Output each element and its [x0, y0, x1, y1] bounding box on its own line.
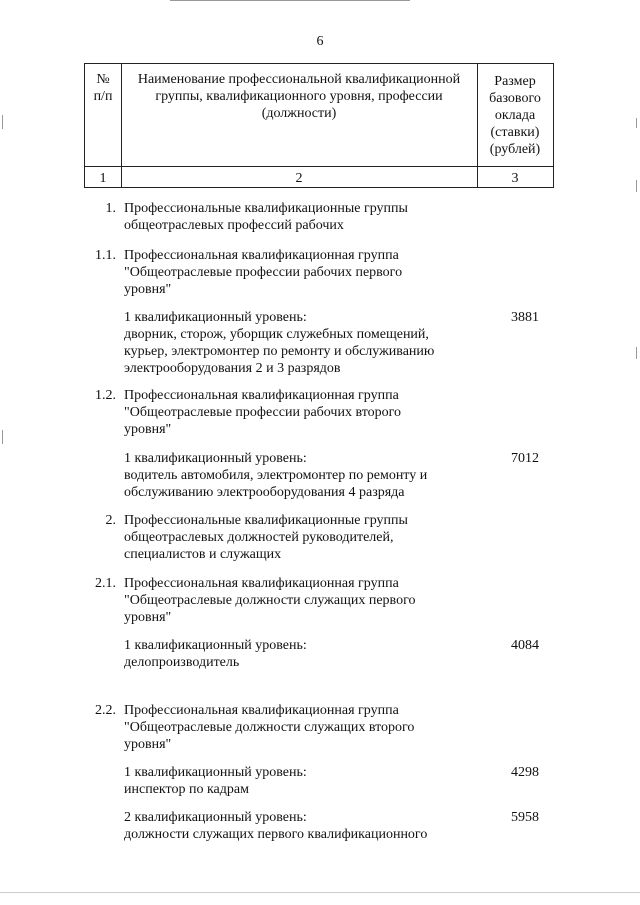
row-line: "Общеотраслевые профессии рабочих второго — [124, 405, 402, 420]
row-line: "Общеотраслевые должности служащих второго — [124, 720, 415, 735]
header-text: оклада — [494, 108, 536, 123]
row-line: уровня" — [124, 737, 172, 752]
salary-value: 5958 — [511, 810, 539, 825]
row-line: специалистов и служащих — [124, 547, 282, 562]
row-line: общеотраслевых должностей руководителей, — [124, 530, 394, 545]
column-index-2: 2 — [295, 171, 303, 186]
header-text: п/п — [93, 89, 113, 104]
row-line: Профессиональная квалификационная группа — [124, 388, 399, 403]
row-number: 2. — [105, 513, 116, 528]
row-text — [124, 702, 474, 753]
header-col-name — [121, 71, 477, 122]
row-line: "Общеотраслевые должности служащих первого — [124, 593, 416, 608]
column-index-1: 1 — [99, 171, 107, 186]
row-line: электрооборудования 2 и 3 разрядов — [124, 361, 341, 376]
row-line: 1 квалификационный уровень: — [124, 451, 307, 466]
header-text: (рублей) — [489, 142, 541, 157]
salary-value: 7012 — [511, 451, 539, 466]
page-number: 6 — [316, 34, 324, 49]
row-line: уровня" — [124, 282, 172, 297]
row-line: Профессиональная квалификационная группа — [124, 248, 399, 263]
row-text — [124, 512, 474, 563]
row-number: 1.2. — [95, 388, 116, 403]
scan-mark — [2, 115, 3, 129]
row-line: обслуживанию электрооборудования 4 разряда — [124, 485, 405, 500]
row-text — [124, 575, 474, 626]
row-number: 2.1. — [95, 576, 116, 591]
row-text — [124, 200, 474, 234]
row-line: уровня" — [124, 610, 172, 625]
scan-mark — [2, 430, 3, 444]
header-text: группы, квалификационного уровня, профессии — [155, 89, 443, 104]
row-text — [124, 809, 474, 843]
row-line: уровня" — [124, 422, 172, 437]
salary-value: 4084 — [511, 638, 539, 653]
row-text — [124, 764, 474, 798]
row-line: курьер, электромонтер по ремонту и обслуживанию — [124, 344, 435, 359]
column-index-3: 3 — [511, 171, 519, 186]
salary-value: 3881 — [511, 310, 539, 325]
scan-mark — [636, 180, 637, 192]
row-line: Профессиональные квалификационные группы — [124, 201, 408, 216]
row-line: должности служащих первого квалификационного — [124, 827, 428, 842]
header-col-number — [85, 71, 121, 105]
header-text: базового — [489, 91, 541, 106]
row-line: 2 квалификационный уровень: — [124, 810, 307, 825]
salary-value: 4298 — [511, 765, 539, 780]
row-text — [124, 637, 474, 671]
row-line: Профессиональные квалификационные группы — [124, 513, 408, 528]
row-line: 1 квалификационный уровень: — [124, 310, 307, 325]
row-line: водитель автомобиля, электромонтер по ремонту и — [124, 468, 428, 483]
table-header — [84, 63, 554, 188]
row-number: 2.2. — [95, 703, 116, 718]
header-text: № — [96, 72, 110, 87]
row-line: Профессиональная квалификационная группа — [124, 576, 399, 591]
header-text: (ставки) — [490, 125, 540, 140]
row-number: 1.1. — [95, 248, 116, 263]
scan-mark — [0, 892, 640, 893]
header-col-salary — [477, 73, 553, 158]
row-text — [124, 309, 474, 377]
row-line: общеотраслевых профессий рабочих — [124, 218, 344, 233]
row-number: 1. — [105, 201, 116, 216]
row-text — [124, 450, 474, 501]
row-line: Профессиональная квалификационная группа — [124, 703, 399, 718]
header-text: (должности) — [261, 106, 337, 121]
scan-mark — [636, 118, 637, 128]
header-divider — [85, 166, 553, 167]
row-line: дворник, сторож, уборщик служебных помещений, — [124, 327, 429, 342]
row-line: "Общеотраслевые профессии рабочих первого — [124, 265, 403, 280]
scan-mark — [170, 0, 410, 1]
row-text — [124, 247, 474, 298]
row-text — [124, 387, 474, 438]
row-line: 1 квалификационный уровень: — [124, 765, 307, 780]
row-line: инспектор по кадрам — [124, 782, 249, 797]
header-text: Наименование профессиональной квалификационной — [137, 72, 461, 87]
header-text: Размер — [494, 74, 536, 89]
scan-mark — [636, 347, 637, 359]
row-line: 1 квалификационный уровень: — [124, 638, 307, 653]
row-line: делопроизводитель — [124, 655, 240, 670]
